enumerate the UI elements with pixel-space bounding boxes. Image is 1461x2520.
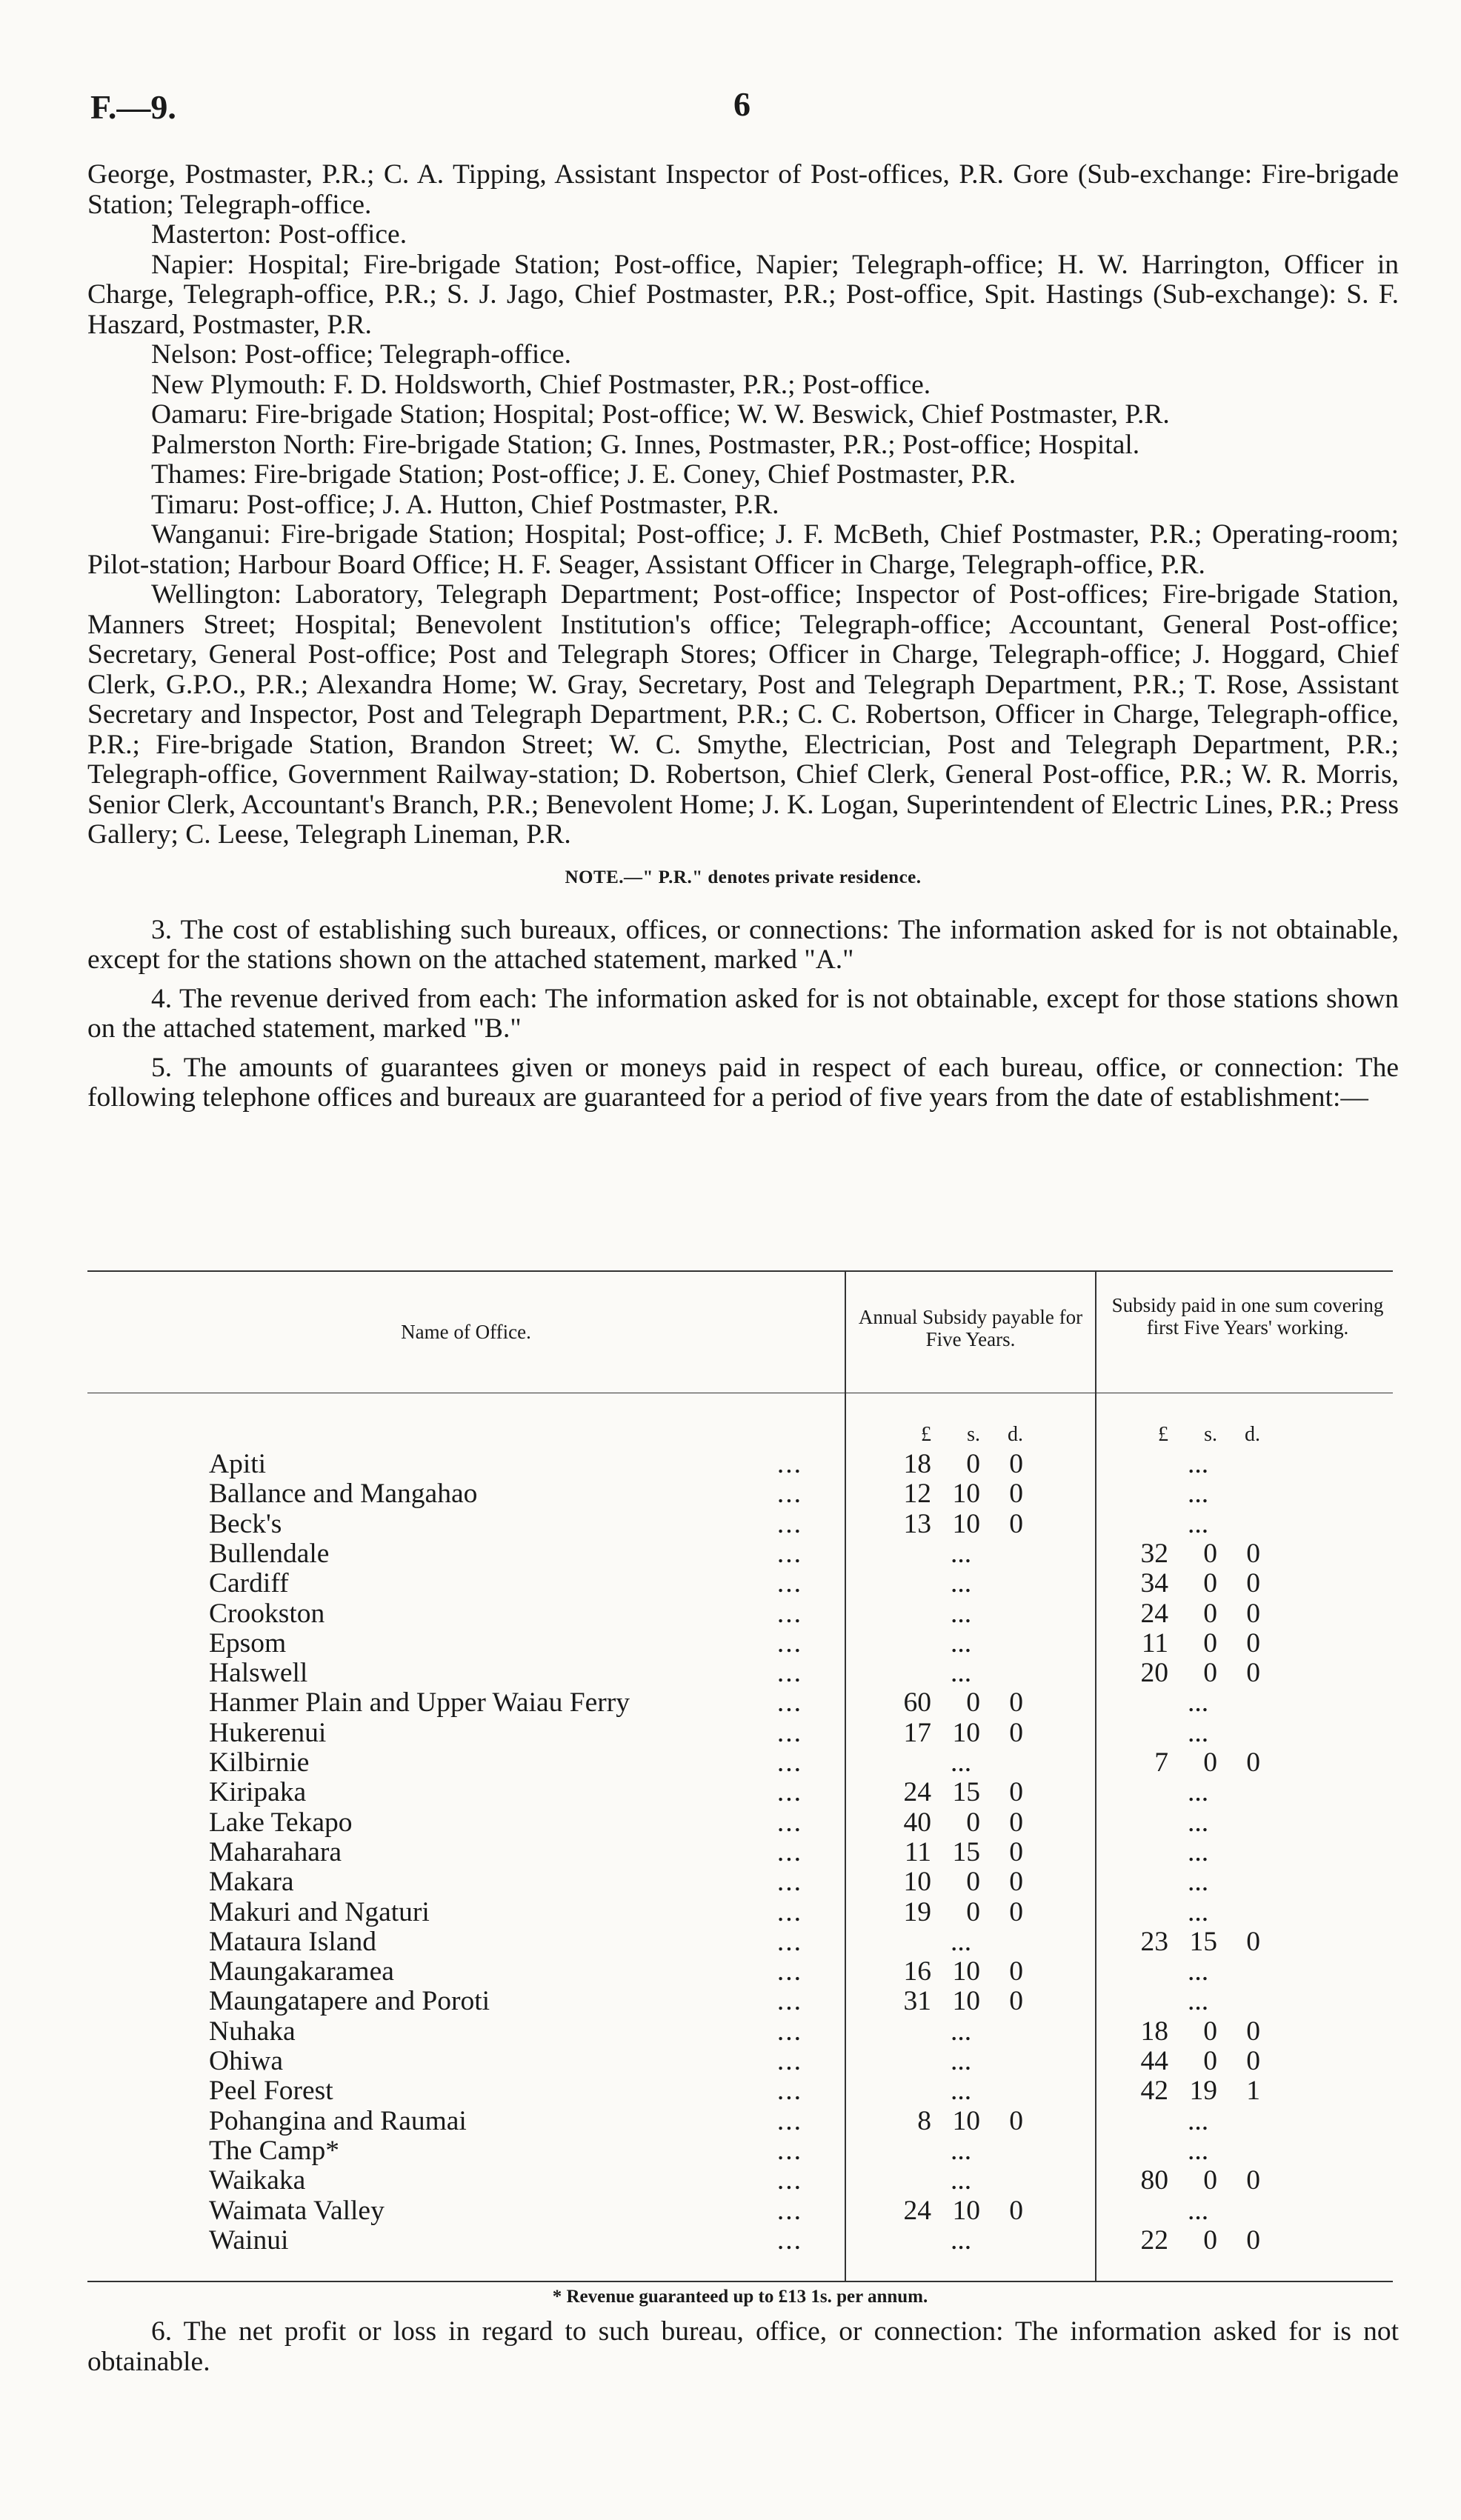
annual-empty: ... bbox=[950, 1658, 972, 1689]
annual-amount: 8 10 0 bbox=[917, 2105, 1023, 2136]
subsidy-units: £ s. d. bbox=[1158, 1423, 1260, 1446]
subsidy-empty: ... bbox=[1187, 1717, 1209, 1748]
leader-dots: ... bbox=[776, 1538, 802, 1569]
annual-empty: ... bbox=[950, 2046, 972, 2076]
office-name: Cardiff bbox=[209, 1568, 289, 1599]
leader-dots: ... bbox=[776, 1627, 802, 1659]
table-row bbox=[87, 1957, 1393, 1987]
subsidy-amount: 7 0 0 bbox=[1154, 1747, 1260, 1778]
table-row bbox=[87, 2076, 1393, 2106]
units-row bbox=[87, 1420, 1393, 1450]
leader-dots: ... bbox=[776, 2135, 802, 2166]
table-bottom-rule bbox=[87, 2281, 1393, 2282]
note: NOTE.—" P.R." denotes private residence. bbox=[565, 867, 922, 887]
leader-dots: ... bbox=[776, 1568, 802, 1599]
table-row bbox=[87, 1629, 1393, 1659]
office-name: Crookston bbox=[209, 1598, 325, 1629]
leader-dots: ... bbox=[776, 1926, 802, 1957]
table-row bbox=[87, 1808, 1393, 1838]
table-row bbox=[87, 1719, 1393, 1748]
table-row bbox=[87, 1688, 1393, 1718]
office-name: Lake Tekapo bbox=[209, 1807, 353, 1838]
subsidy-empty: ... bbox=[1187, 1896, 1209, 1927]
subsidy-amount: 24 0 0 bbox=[1140, 1598, 1260, 1629]
office-name: Apiti bbox=[209, 1449, 267, 1479]
subsidy-empty: ... bbox=[1187, 1777, 1209, 1808]
leader-dots: ... bbox=[776, 2016, 802, 2047]
subsidy-amount: 11 0 0 bbox=[1141, 1627, 1260, 1659]
table-row bbox=[87, 1569, 1393, 1599]
office-name: Waimata Valley bbox=[209, 2195, 385, 2226]
table-row bbox=[87, 1838, 1393, 1867]
office-name: Maharahara bbox=[209, 1836, 342, 1867]
subsidy-amount: 23 15 0 bbox=[1140, 1926, 1260, 1957]
subsidy-empty: ... bbox=[1187, 1986, 1209, 2017]
annual-amount: 16 10 0 bbox=[903, 1956, 1023, 1987]
leader-dots: ... bbox=[776, 2195, 802, 2226]
subsidy-amount: 42 19 1 bbox=[1140, 2076, 1260, 2107]
office-name: Makara bbox=[209, 1867, 294, 1898]
annual-amount: 12 10 0 bbox=[903, 1479, 1023, 1510]
final-paragraph-block bbox=[87, 2317, 1399, 2377]
annual-amount: 19 0 0 bbox=[903, 1896, 1023, 1927]
office-name: Ohiwa bbox=[209, 2046, 283, 2076]
leader-dots: ... bbox=[776, 1449, 802, 1479]
annual-empty: ... bbox=[950, 2224, 972, 2256]
office-name: Waikaka bbox=[209, 2165, 306, 2196]
table-row bbox=[87, 1867, 1393, 1897]
office-name: Maungatapere and Poroti bbox=[209, 1986, 490, 2017]
column-header-annual: Annual Subsidy payable for Five Years. bbox=[858, 1306, 1083, 1350]
paragraph: Wellington: Laboratory, Telegraph Department; Post-office; Inspector of Post-offices; Fire-brigade Station, Manners Street; Hospital; Benevolent Institution's office; Telegraph-office; Accountant, General Post-office; Secretary, General Post-office; Post and Telegraph Stores; Officer in Charge, Telegraph-office; J. Hoggard, Chief Clerk, G.P.O., P.R.; Alexandra Home; W. Gray, Secretary, Post and Telegraph Department, P.R.; T. Rose, Assistant Secretary and Inspector, Post and Telegraph Department, P.R.; C. C. Robertson, Officer in Charge, Telegraph-office, P.R.; Fire-brigade Station, Brandon Street; W. C. Smythe, Electrician, Post and Telegraph Department, P.R.; Telegraph-office, Government Railway-station; D. Robertson, Chief Clerk, General Post-office, P.R.; W. R. Morris, Senior Clerk, Accountant's Branch, P.R.; Benevolent Home; J. K. Logan, Superintendent of Electric Lines, P.R.; Press Gallery; C. Leese, Telegraph Lineman, P.R. bbox=[87, 579, 1399, 850]
leader-dots: ... bbox=[776, 1747, 802, 1778]
annual-amount: 11 15 0 bbox=[904, 1836, 1023, 1867]
column-header-subsidy: Subsidy paid in one sum covering first Five Years' working. bbox=[1111, 1294, 1384, 1339]
office-name: Kiripaka bbox=[209, 1777, 307, 1808]
office-name: Kilbirnie bbox=[209, 1747, 310, 1778]
paragraph: New Plymouth: F. D. Holdsworth, Chief Postmaster, P.R.; Post-office. bbox=[151, 369, 931, 400]
table-row bbox=[87, 2017, 1393, 2047]
paragraph: Timaru: Post-office; J. A. Hutton, Chief Postmaster, P.R. bbox=[151, 489, 779, 520]
body-text bbox=[87, 160, 1399, 1113]
subsidy-empty: ... bbox=[1187, 1867, 1209, 1898]
leader-dots: ... bbox=[776, 1896, 802, 1927]
leader-dots: ... bbox=[776, 1598, 802, 1629]
leader-dots: ... bbox=[776, 1687, 802, 1719]
subsidy-empty: ... bbox=[1187, 2195, 1209, 2226]
leader-dots: ... bbox=[776, 2076, 802, 2107]
annual-amount: 17 10 0 bbox=[903, 1717, 1023, 1748]
annual-empty: ... bbox=[950, 2135, 972, 2166]
office-name: Mataura Island bbox=[209, 1926, 376, 1957]
table-row bbox=[87, 1599, 1393, 1629]
leader-dots: ... bbox=[776, 1777, 802, 1808]
paragraph: Oamaru: Fire-brigade Station; Hospital; Post-office; W. W. Beswick, Chief Postmaster, P.R. bbox=[151, 399, 1170, 430]
section-4: 4. The revenue derived from each: The information asked for is not obtainable, except for those stations shown on the attached statement, marked "B." bbox=[87, 983, 1399, 1044]
document-reference: F.—9. bbox=[90, 88, 176, 126]
section-6: 6. The net profit or loss in regard to such bureau, office, or connection: The information asked for is not obtainable. bbox=[87, 2316, 1399, 2377]
annual-amount: 13 10 0 bbox=[903, 1508, 1023, 1539]
section-5: 5. The amounts of guarantees given or moneys paid in respect of each bureau, office, or connection: The following telephone offices and bureaux are guaranteed for a period of five years from the date of establishment:— bbox=[87, 1052, 1399, 1113]
subsidy-amount: 80 0 0 bbox=[1140, 2165, 1260, 2196]
paragraph: Palmerston North: Fire-brigade Station; G. Innes, Postmaster, P.R.; Post-office; Hospital. bbox=[151, 429, 1140, 460]
table-footnote: * Revenue guaranteed up to £13 1s. per annum. bbox=[552, 2287, 928, 2307]
table-row bbox=[87, 2196, 1393, 2226]
table-row bbox=[87, 1778, 1393, 1807]
subsidy-amount: 32 0 0 bbox=[1140, 1538, 1260, 1569]
office-name: Bullendale bbox=[209, 1538, 330, 1569]
column-header-name: Name of Office. bbox=[401, 1321, 531, 1343]
subsidy-amount: 22 0 0 bbox=[1140, 2224, 1260, 2256]
leader-dots: ... bbox=[776, 2046, 802, 2076]
table-row bbox=[87, 1479, 1393, 1509]
leader-dots: ... bbox=[776, 1836, 802, 1867]
annual-empty: ... bbox=[950, 1538, 972, 1569]
annual-empty: ... bbox=[950, 1568, 972, 1599]
annual-amount: 40 0 0 bbox=[903, 1807, 1023, 1838]
subsidy-empty: ... bbox=[1187, 1956, 1209, 1987]
paragraph: Napier: Hospital; Fire-brigade Station; Post-office, Napier; Telegraph-office; H. W. Harrington, Officer in Charge, Telegraph-office, P.R.; S. J. Jago, Chief Postmaster, P.R.; Post-office, Spit. Hastings (Sub-exchange): S. F. Haszard, Postmaster, P.R. bbox=[87, 249, 1399, 340]
office-name: Halswell bbox=[209, 1658, 308, 1689]
paragraph: Nelson: Post-office; Telegraph-office. bbox=[151, 339, 572, 370]
subsidy-empty: ... bbox=[1187, 1449, 1209, 1479]
table-top-rule bbox=[87, 1270, 1393, 1272]
office-name: The Camp* bbox=[209, 2135, 340, 2166]
subsidy-empty: ... bbox=[1187, 1508, 1209, 1539]
office-name: Wainui bbox=[209, 2224, 289, 2256]
leader-dots: ... bbox=[776, 1956, 802, 1987]
table-row bbox=[87, 1987, 1393, 2016]
paragraph: George, Postmaster, P.R.; C. A. Tipping, Assistant Inspector of Post-offices, P.R. Gore (Sub-exchange: Fire-brigade Station; Telegraph-office. bbox=[87, 159, 1399, 220]
office-name: Nuhaka bbox=[209, 2016, 296, 2047]
annual-empty: ... bbox=[950, 1747, 972, 1778]
office-name: Epsom bbox=[209, 1627, 287, 1659]
annual-amount: 10 0 0 bbox=[903, 1867, 1023, 1898]
table-row bbox=[87, 2047, 1393, 2076]
leader-dots: ... bbox=[776, 1717, 802, 1748]
subsidy-empty: ... bbox=[1187, 1807, 1209, 1838]
paragraph: Thames: Fire-brigade Station; Post-office; J. E. Coney, Chief Postmaster, P.R. bbox=[151, 459, 1016, 490]
table-row bbox=[87, 1898, 1393, 1927]
subsidy-amount: 20 0 0 bbox=[1140, 1658, 1260, 1689]
table-row bbox=[87, 2166, 1393, 2196]
office-name: Hanmer Plain and Upper Waiau Ferry bbox=[209, 1687, 630, 1719]
section-3: 3. The cost of establishing such bureaux, offices, or connections: The information asked for is not obtainable, except for the stations shown on the attached statement, marked "A." bbox=[87, 914, 1399, 975]
annual-empty: ... bbox=[950, 1598, 972, 1629]
leader-dots: ... bbox=[776, 1658, 802, 1689]
leader-dots: ... bbox=[776, 1867, 802, 1898]
subsidy-amount: 18 0 0 bbox=[1140, 2016, 1260, 2047]
leader-dots: ... bbox=[776, 2105, 802, 2136]
leader-dots: ... bbox=[776, 1986, 802, 2017]
subsidy-empty: ... bbox=[1187, 1687, 1209, 1719]
annual-amount: 24 10 0 bbox=[903, 2195, 1023, 2226]
office-name: Beck's bbox=[209, 1508, 282, 1539]
leader-dots: ... bbox=[776, 1479, 802, 1510]
annual-empty: ... bbox=[950, 1627, 972, 1659]
office-name: Makuri and Ngaturi bbox=[209, 1896, 430, 1927]
paragraph: Masterton: Post-office. bbox=[151, 219, 407, 250]
office-name: Ballance and Mangahao bbox=[209, 1479, 478, 1510]
table-row bbox=[87, 1450, 1393, 1479]
annual-amount: 31 10 0 bbox=[903, 1986, 1023, 2017]
table-row bbox=[87, 1748, 1393, 1778]
annual-empty: ... bbox=[950, 2165, 972, 2196]
page-number: 6 bbox=[733, 85, 751, 123]
office-name: Hukerenui bbox=[209, 1717, 327, 1748]
table-row bbox=[87, 2107, 1393, 2136]
leader-dots: ... bbox=[776, 1508, 802, 1539]
office-name: Peel Forest bbox=[209, 2076, 333, 2107]
leader-dots: ... bbox=[776, 1807, 802, 1838]
annual-amount: 18 0 0 bbox=[903, 1449, 1023, 1479]
annual-amount: 24 15 0 bbox=[903, 1777, 1023, 1808]
paragraph: Wanganui: Fire-brigade Station; Hospital; Post-office; J. F. McBeth, Chief Postmaster, P.R.; Operating-room; Pilot-station; Harbour Board Office; H. F. Seager, Assistant Officer in Charge, Telegraph-office, P.R. bbox=[87, 519, 1399, 580]
subsidy-empty: ... bbox=[1187, 2105, 1209, 2136]
table-row bbox=[87, 1539, 1393, 1569]
subsidy-empty: ... bbox=[1187, 2135, 1209, 2166]
annual-empty: ... bbox=[950, 1926, 972, 1957]
subsidy-amount: 34 0 0 bbox=[1140, 1568, 1260, 1599]
annual-amount: 60 0 0 bbox=[903, 1687, 1023, 1719]
office-name: Maungakaramea bbox=[209, 1956, 394, 1987]
subsidy-amount: 44 0 0 bbox=[1140, 2046, 1260, 2076]
leader-dots: ... bbox=[776, 2165, 802, 2196]
annual-empty: ... bbox=[950, 2076, 972, 2107]
subsidy-empty: ... bbox=[1187, 1479, 1209, 1510]
table-row bbox=[87, 2136, 1393, 2166]
table-row bbox=[87, 1659, 1393, 1688]
annual-empty: ... bbox=[950, 2016, 972, 2047]
subsidy-empty: ... bbox=[1187, 1836, 1209, 1867]
table-row bbox=[87, 2226, 1393, 2256]
table-row bbox=[87, 1510, 1393, 1539]
table-row bbox=[87, 1927, 1393, 1957]
guarantee-table bbox=[87, 1270, 1393, 2307]
leader-dots: ... bbox=[776, 2224, 802, 2256]
office-name: Pohangina and Raumai bbox=[209, 2105, 467, 2136]
annual-units: £ s. d. bbox=[921, 1423, 1023, 1446]
